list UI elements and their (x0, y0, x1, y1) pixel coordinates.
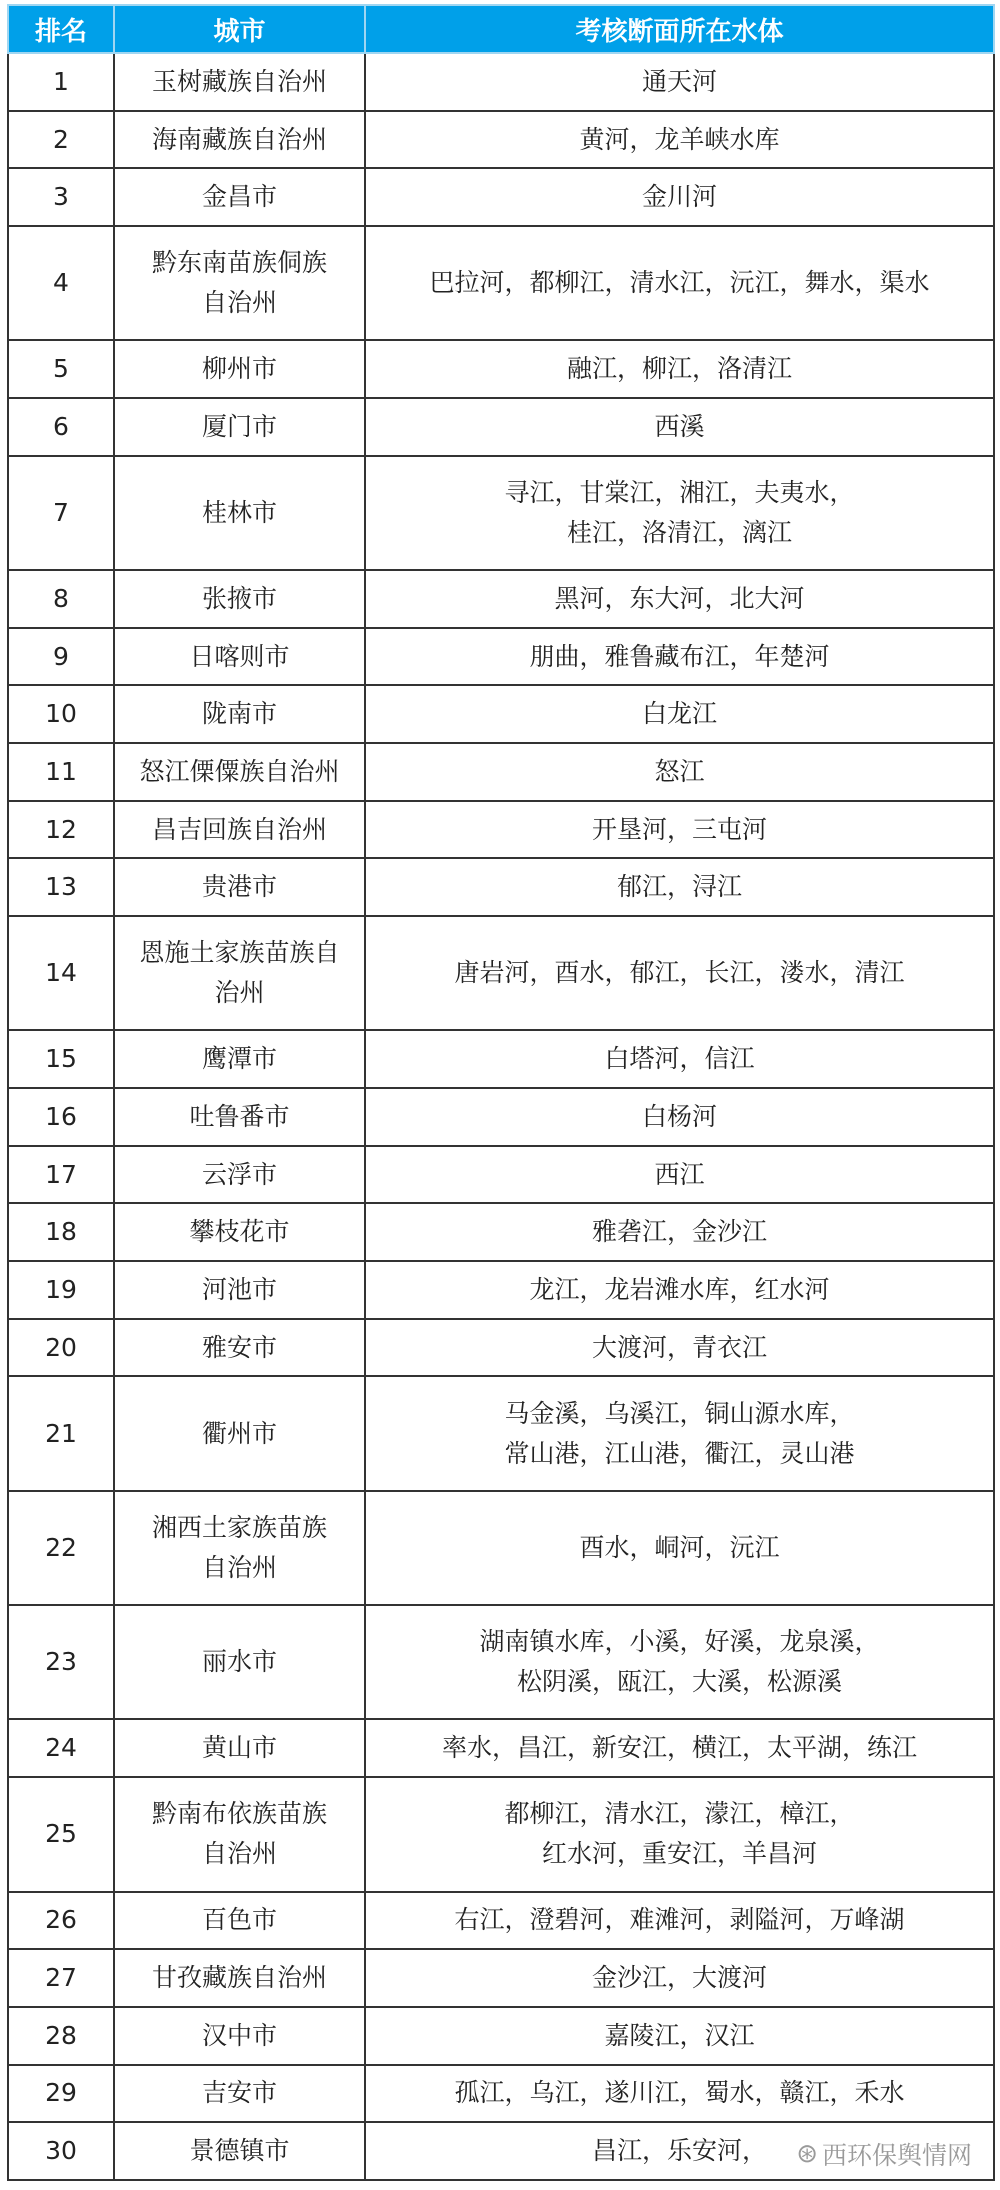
water-cell-line: 寻江，甘棠江，湘江，夫夷水， (504, 477, 855, 507)
city-cell-line: 雅安市 (201, 1332, 277, 1362)
water-cell-line: 白龙江 (641, 699, 717, 729)
city-cell (114, 226, 365, 340)
table-row (8, 1491, 994, 1605)
city-cell (114, 2065, 365, 2123)
city-cell-line: 自治州 (201, 288, 277, 318)
watermark-text: 西环保舆情网 (821, 2141, 972, 2170)
water-cell (365, 743, 994, 801)
water-cell-line: 金川河 (641, 182, 717, 212)
city-cell-line: 攀枝花市 (189, 1217, 290, 1247)
city-cell (114, 1030, 365, 1088)
water-cell (365, 858, 994, 916)
water-cell (365, 2007, 994, 2065)
water-cell (365, 1892, 994, 1950)
city-cell-line: 云浮市 (201, 1159, 277, 1189)
water-cell-line: 右江，澄碧河，难滩河，剥隘河，万峰湖 (454, 1905, 905, 1935)
table-row (8, 1146, 994, 1204)
rank-cell: 22 (8, 1491, 114, 1605)
water-cell (365, 1949, 994, 2007)
city-cell-line: 自治州 (201, 1552, 277, 1582)
table-row (8, 2007, 994, 2065)
table-row (8, 340, 994, 398)
rank-cell: 26 (8, 1892, 114, 1950)
water-cell (365, 1030, 994, 1088)
water-cell-line: 红水河，重安江，羊昌河 (541, 1839, 817, 1869)
rank-cell: 11 (8, 743, 114, 801)
city-cell-line: 海南藏族自治州 (151, 124, 327, 154)
table-row (8, 1376, 994, 1490)
city-cell (114, 1605, 365, 1719)
rank-cell: 29 (8, 2065, 114, 2123)
table-row (8, 398, 994, 456)
water-cell (365, 456, 994, 570)
table-row (8, 53, 994, 111)
water-cell-line: 西溪 (654, 411, 705, 441)
rank-cell: 28 (8, 2007, 114, 2065)
water-cell (365, 801, 994, 859)
water-cell-line: 唐岩河，酉水，郁江，长江，溇水，清江 (454, 958, 905, 988)
water-cell-line: 白杨河 (641, 1101, 717, 1131)
table-row (8, 1030, 994, 1088)
water-cell-line: 金沙江，大渡河 (591, 1963, 767, 1992)
table-row (8, 1719, 994, 1777)
water-cell (365, 1088, 994, 1146)
water-cell (365, 340, 994, 398)
rank-cell: 23 (8, 1605, 114, 1719)
city-cell (114, 858, 365, 916)
table-row (8, 1261, 994, 1319)
water-cell (365, 1491, 994, 1605)
water-cell-line: 郁江，浔江 (616, 872, 742, 902)
city-cell (114, 916, 365, 1030)
city-cell-line: 甘孜藏族自治州 (151, 1963, 327, 1992)
water-cell (365, 628, 994, 686)
water-cell (365, 53, 994, 111)
rank-cell: 18 (8, 1203, 114, 1261)
city-cell-line: 自治州 (201, 1839, 277, 1869)
water-cell (365, 1203, 994, 1261)
table-row (8, 2065, 994, 2123)
city-cell-line: 柳州市 (201, 354, 277, 384)
city-cell (114, 685, 365, 743)
city-cell-line: 怒江傈僳族自治州 (139, 756, 340, 786)
water-cell-line: 雅砻江，金沙江 (591, 1217, 767, 1247)
city-cell (114, 1719, 365, 1777)
table-row (8, 1892, 994, 1950)
city-cell-line: 昌吉回族自治州 (151, 814, 327, 844)
city-cell-line: 治州 (214, 978, 265, 1008)
rank-cell: 6 (8, 398, 114, 456)
city-cell (114, 53, 365, 111)
city-cell-line: 黔东南苗族侗族 (151, 248, 327, 278)
water-cell-line: 嘉陵江，汉江 (604, 2020, 755, 2050)
rank-cell: 3 (8, 168, 114, 226)
city-cell (114, 340, 365, 398)
city-cell (114, 570, 365, 628)
city-cell (114, 398, 365, 456)
table-row (8, 111, 994, 169)
water-cell (365, 1605, 994, 1719)
rank-cell: 17 (8, 1146, 114, 1204)
ranking-table (7, 4, 995, 2181)
watermark (790, 2134, 978, 2174)
water-cell-line: 大渡河，青衣江 (591, 1332, 767, 1362)
city-cell (114, 1203, 365, 1261)
water-cell (365, 226, 994, 340)
city-cell (114, 1261, 365, 1319)
city-cell-line: 丽水市 (201, 1647, 277, 1677)
rank-cell: 14 (8, 916, 114, 1030)
rank-cell: 9 (8, 628, 114, 686)
water-cell (365, 2065, 994, 2123)
water-cell-line: 黑河，东大河，北大河 (554, 583, 805, 613)
water-cell-line: 白塔河，信江 (604, 1044, 755, 1074)
water-header: 考核断面所在水体 (365, 5, 994, 53)
water-cell-line: 通天河 (641, 66, 717, 96)
city-cell-line: 河池市 (201, 1274, 277, 1304)
city-cell (114, 1892, 365, 1950)
city-cell (114, 168, 365, 226)
rank-cell: 27 (8, 1949, 114, 2007)
rank-cell: 10 (8, 685, 114, 743)
city-cell-line: 黔南布依族苗族 (151, 1799, 327, 1829)
rank-cell: 7 (8, 456, 114, 570)
water-cell-line: 酉水，峒河，沅江 (579, 1532, 780, 1562)
water-cell (365, 570, 994, 628)
water-cell (365, 1261, 994, 1319)
rank-cell: 12 (8, 801, 114, 859)
city-cell (114, 2007, 365, 2065)
water-cell (365, 1319, 994, 1377)
table-row (8, 743, 994, 801)
water-cell (365, 1719, 994, 1777)
rank-cell: 19 (8, 1261, 114, 1319)
water-cell-line: 西江 (654, 1159, 705, 1189)
rank-cell: 24 (8, 1719, 114, 1777)
table-row (8, 685, 994, 743)
rank-cell: 16 (8, 1088, 114, 1146)
table-row (8, 1319, 994, 1377)
city-cell-line: 金昌市 (201, 182, 277, 212)
table-row (8, 570, 994, 628)
water-cell-line: 湖南镇水库，小溪，好溪，龙泉溪， (479, 1627, 880, 1657)
water-cell-line: 巴拉河，都柳江，清水江，沅江，舞水，渠水 (429, 268, 930, 298)
city-cell-line: 汉中市 (201, 2020, 277, 2050)
water-cell (365, 398, 994, 456)
city-cell-line: 日喀则市 (189, 641, 290, 671)
table-row (8, 801, 994, 859)
rank-cell: 20 (8, 1319, 114, 1377)
water-cell (365, 1376, 994, 1490)
city-cell-line: 恩施土家族苗族自 (139, 938, 340, 968)
city-cell-line: 陇南市 (201, 699, 277, 729)
table-row (8, 628, 994, 686)
rank-cell: 2 (8, 111, 114, 169)
water-cell-line: 松阴溪，瓯江，大溪，松源溪 (516, 1667, 842, 1697)
water-cell (365, 685, 994, 743)
city-cell (114, 2122, 365, 2180)
city-cell-line: 湘西土家族苗族 (151, 1512, 327, 1542)
rank-cell: 1 (8, 53, 114, 111)
rank-cell: 25 (8, 1777, 114, 1891)
city-cell-line: 吉安市 (201, 2078, 277, 2108)
table-body (8, 53, 994, 2180)
water-cell (365, 168, 994, 226)
water-cell-line: 桂江，洛清江，漓江 (566, 517, 792, 547)
rank-cell: 4 (8, 226, 114, 340)
header-row (8, 5, 994, 53)
table-row (8, 456, 994, 570)
city-cell-line: 贵港市 (201, 872, 277, 902)
water-cell-line: 都柳江，清水江，濛江，樟江， (504, 1799, 855, 1829)
city-cell (114, 628, 365, 686)
city-cell-line: 吐鲁番市 (189, 1101, 290, 1131)
water-cell (365, 1146, 994, 1204)
water-cell-line: 孤江，乌江，遂川江，蜀水，赣江，禾水 (454, 2078, 905, 2108)
city-cell (114, 1319, 365, 1377)
table-row (8, 1777, 994, 1891)
city-header: 城市 (114, 5, 365, 53)
water-cell-line: 率水，昌江，新安江，横江，太平湖，练江 (441, 1733, 917, 1763)
city-cell-line: 玉树藏族自治州 (151, 66, 327, 96)
rank-cell: 30 (8, 2122, 114, 2180)
table-row (8, 1949, 994, 2007)
rank-cell: 5 (8, 340, 114, 398)
city-cell-line: 景德镇市 (189, 2136, 290, 2166)
rank-header: 排名 (8, 5, 114, 53)
water-cell-line: 黄河，龙羊峡水库 (579, 124, 780, 154)
rank-cell: 8 (8, 570, 114, 628)
wechat-icon: ⊛ (796, 2139, 818, 2169)
table-row (8, 168, 994, 226)
water-cell-line: 昌江，乐安河， (591, 2136, 767, 2166)
city-cell (114, 1376, 365, 1490)
water-cell-line: 马金溪，乌溪江，铜山源水库， (504, 1398, 855, 1428)
city-cell-line: 百色市 (201, 1905, 277, 1935)
city-cell (114, 1088, 365, 1146)
table-row (8, 858, 994, 916)
water-cell-line: 龙江，龙岩滩水库，红水河 (529, 1274, 830, 1304)
city-cell (114, 801, 365, 859)
water-cell (365, 111, 994, 169)
city-cell-line: 黄山市 (201, 1733, 277, 1763)
city-cell-line: 厦门市 (201, 411, 277, 441)
city-cell (114, 1949, 365, 2007)
city-cell (114, 1491, 365, 1605)
table-row (8, 916, 994, 1030)
table-row (8, 1203, 994, 1261)
rank-cell: 13 (8, 858, 114, 916)
rank-cell: 21 (8, 1376, 114, 1490)
city-cell-line: 衢州市 (201, 1418, 277, 1448)
water-cell (365, 1777, 994, 1891)
water-cell (365, 916, 994, 1030)
city-cell (114, 111, 365, 169)
city-cell-line: 桂林市 (201, 497, 277, 527)
water-cell-line: 融江，柳江，洛清江 (566, 354, 792, 384)
table-row (8, 1088, 994, 1146)
city-cell-line: 张掖市 (201, 583, 277, 613)
table-row (8, 226, 994, 340)
rank-cell: 15 (8, 1030, 114, 1088)
city-cell (114, 456, 365, 570)
city-cell (114, 1777, 365, 1891)
water-cell-line: 怒江 (654, 756, 705, 786)
city-cell (114, 743, 365, 801)
city-cell (114, 1146, 365, 1204)
water-cell-line: 开垦河，三屯河 (591, 814, 767, 844)
table-row (8, 1605, 994, 1719)
city-cell-line: 鹰潭市 (201, 1044, 277, 1074)
water-cell-line: 常山港，江山港，衢江，灵山港 (504, 1438, 855, 1468)
water-cell-line: 朋曲，雅鲁藏布江，年楚河 (529, 641, 830, 671)
